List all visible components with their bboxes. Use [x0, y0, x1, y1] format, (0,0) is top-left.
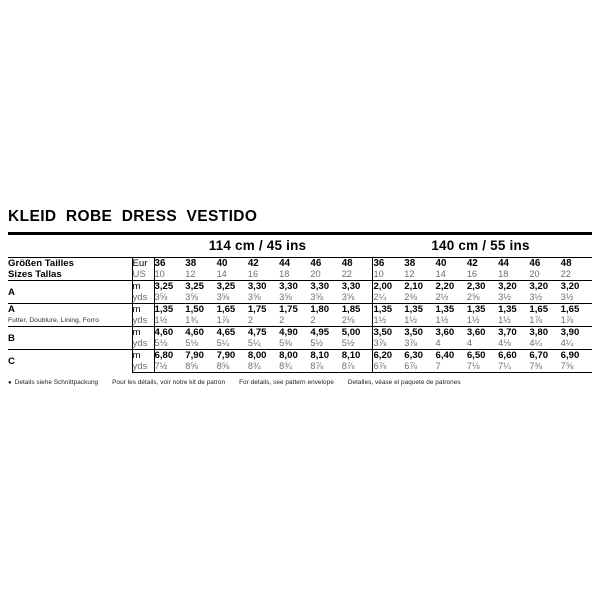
cell-m: 1,65	[529, 304, 560, 316]
fabric-width-140: 140 cm / 55 ins	[431, 238, 530, 254]
table-row	[8, 304, 592, 316]
requirements-panel	[8, 208, 592, 386]
cell-m: 6,90	[561, 350, 592, 362]
cell-yds: 8⅝	[217, 361, 248, 373]
row-label-text: B	[8, 332, 15, 344]
cell-yds: 14	[216, 269, 227, 280]
cell-yds: 8¾	[279, 361, 310, 373]
cell-yds: 4	[466, 338, 472, 349]
unit-eur: Eur	[132, 258, 154, 269]
cell-m: 1,35	[154, 304, 185, 316]
cell-yds: 20	[529, 269, 540, 280]
table-row	[8, 281, 592, 293]
cell-yds: 2⅝	[466, 292, 480, 303]
cell-m: 1,35	[498, 304, 529, 316]
cell-m: 1,65	[217, 304, 248, 316]
row-label-view-c-3	[8, 350, 132, 373]
size-label-de-fr: Größen Tailles	[8, 258, 74, 270]
cell-m: 3,25	[217, 281, 248, 293]
cell-m: 3,25	[185, 281, 216, 293]
cell-yds: 3⅝	[279, 292, 292, 303]
fabric-requirements-table	[8, 258, 592, 373]
cell-yds: 2⅛	[341, 315, 355, 326]
unit-meters: m	[132, 350, 154, 362]
row-label-text: A	[8, 286, 15, 298]
cell-yds: 1½	[154, 315, 185, 327]
cell-m: 1,75	[248, 304, 279, 316]
cell-m: 3,30	[342, 281, 373, 293]
cell-yds: 3⅝	[247, 292, 261, 303]
cell-m: 3,50	[404, 327, 435, 339]
cell-yds: 3½	[560, 292, 574, 303]
cell-yds: 18	[498, 269, 509, 280]
cell-yds: 2½	[435, 292, 449, 303]
cell-yds: 5½	[341, 338, 355, 349]
cell-m: 4,90	[279, 327, 310, 339]
cell-m: 6,60	[498, 350, 529, 362]
unit-yards: yds	[132, 361, 154, 373]
cell-m: 1,35	[373, 304, 404, 316]
footnote-en: For details, see pattern envelope	[239, 379, 334, 387]
cell-m: 3,20	[561, 281, 592, 293]
row-sublabel-text: Futter, Doublure, Lining, Forro	[8, 317, 100, 325]
cell-yds: 8¾	[248, 361, 279, 373]
cell-yds: 18	[279, 269, 290, 280]
cell-m: 38	[185, 258, 197, 270]
cell-m: 6,30	[404, 350, 435, 362]
cell-yds: 3½	[498, 292, 511, 303]
cell-m: 6,20	[373, 350, 404, 362]
cell-yds: 1⅞	[216, 315, 230, 326]
cell-yds: 2¼	[373, 292, 404, 304]
cell-yds: 2⅜	[404, 292, 418, 303]
cell-m: 4,75	[248, 327, 279, 339]
cell-yds: 8⅞	[342, 361, 373, 373]
cell-yds: 1½	[373, 315, 404, 327]
page-title: KLEID ROBE DRESS VESTIDO	[8, 208, 258, 225]
cell-m: 6,70	[529, 350, 560, 362]
cell-yds: 6⅞	[373, 361, 404, 373]
cell-m: 42	[247, 258, 259, 270]
cell-yds: 10	[373, 269, 404, 281]
footnote-fr: Pour les détails, voir notre kit de patron	[112, 379, 226, 387]
table-row-size-eur	[8, 258, 592, 269]
cell-yds: 7½	[154, 361, 185, 373]
cell-yds: 2	[247, 315, 253, 326]
cell-m: 3,50	[373, 327, 404, 339]
table-body	[8, 258, 592, 373]
cell-yds: 6⅞	[404, 361, 435, 373]
cell-yds: 16	[247, 269, 259, 280]
cell-m: 8,00	[279, 350, 310, 362]
cell-m: 8,00	[248, 350, 279, 362]
cell-m: 8,10	[342, 350, 373, 362]
cell-m: 7,90	[217, 350, 248, 362]
cell-yds: 1½	[466, 315, 480, 326]
cell-yds: 3⅝	[341, 292, 355, 303]
cell-yds: 16	[466, 269, 478, 280]
cell-m: 4,65	[217, 327, 248, 339]
cell-m: 2,30	[467, 281, 498, 293]
unit-us: US	[132, 269, 154, 281]
size-label-en-es: Sizes Tallas	[8, 269, 62, 281]
cell-m: 3,30	[279, 281, 310, 293]
cell-yds: 5¼	[247, 338, 261, 349]
cell-yds: 12	[404, 269, 415, 280]
cell-yds: 7¼	[498, 361, 529, 373]
cell-m: 2,00	[373, 281, 404, 293]
cell-yds: 14	[435, 269, 446, 280]
unit-yards: yds	[132, 292, 154, 304]
cell-m: 6,50	[467, 350, 498, 362]
cell-m: 44	[498, 258, 509, 270]
cell-m: 3,30	[310, 281, 341, 293]
cell-yds: 4	[435, 338, 441, 349]
cell-yds: 1½	[404, 315, 418, 326]
cell-m: 1,35	[404, 304, 435, 316]
cell-m: 3,70	[498, 327, 529, 339]
cell-m: 4,60	[154, 327, 185, 339]
cell-m: 2,10	[404, 281, 435, 293]
cell-m: 40	[216, 258, 228, 270]
cell-m: 1,65	[561, 304, 592, 316]
cell-m: 3,90	[561, 327, 592, 339]
row-label-view-b-2	[8, 327, 132, 350]
cell-yds: 1½	[498, 315, 511, 326]
cell-yds: 2	[310, 315, 316, 326]
cell-m: 3,25	[154, 281, 185, 293]
cell-yds: 5¼	[216, 338, 230, 349]
cell-m: 44	[279, 258, 291, 270]
cell-yds: 7⅝	[561, 361, 592, 373]
cell-m: 6,80	[154, 350, 185, 362]
cell-m: 3,30	[248, 281, 279, 293]
cell-m: 3,20	[529, 281, 560, 293]
cell-m: 42	[466, 258, 478, 270]
cell-yds: 3⅞	[404, 338, 418, 349]
cell-m: 3,60	[467, 327, 498, 339]
unit-yards: yds	[132, 338, 154, 350]
cell-m: 1,35	[467, 304, 498, 316]
footnote-de	[8, 379, 98, 386]
cell-m: 2,20	[436, 281, 467, 293]
cell-yds: 20	[310, 269, 321, 280]
unit-meters: m	[132, 304, 154, 316]
cell-yds: 22	[341, 269, 352, 280]
cell-yds: 7⅛	[467, 361, 498, 373]
fabric-width-114: 114 cm / 45 ins	[208, 238, 307, 254]
cell-m: 3,60	[436, 327, 467, 339]
cell-yds: 7	[436, 361, 467, 373]
cell-yds: 1¾	[185, 315, 199, 326]
cell-m: 38	[404, 258, 416, 270]
cell-m: 48	[341, 258, 353, 270]
cell-yds: 3⅝	[185, 292, 199, 303]
cell-m: 46	[310, 258, 322, 270]
table-row	[8, 350, 592, 362]
cell-yds: 8⅝	[185, 361, 216, 373]
row-label-text: C	[8, 355, 15, 367]
cell-yds: 8⅞	[310, 361, 341, 373]
cell-m: 1,85	[342, 304, 373, 316]
table-row	[8, 327, 592, 339]
cell-yds: 7⅜	[529, 361, 560, 373]
cell-m: 3,20	[498, 281, 529, 293]
cell-m: 36	[154, 258, 185, 269]
cell-yds: 22	[560, 269, 571, 280]
cell-yds: 3½	[529, 292, 543, 303]
cell-yds: 5½	[310, 338, 324, 349]
cell-yds: 1⅞	[560, 315, 574, 326]
unit-meters: m	[132, 327, 154, 339]
cell-m: 40	[435, 258, 447, 270]
footnote-es: Detalles, véase el paquete de patrones	[347, 379, 461, 387]
cell-yds: 4⅛	[498, 338, 511, 349]
fabric-width-header	[8, 235, 592, 257]
cell-yds: 12	[185, 269, 196, 280]
cell-m: 4,60	[185, 327, 216, 339]
cell-yds: 3⅞	[373, 338, 404, 350]
cell-yds: 4¼	[560, 338, 574, 349]
cell-yds: 3⅝	[216, 292, 230, 303]
cell-m: 6,40	[436, 350, 467, 362]
cell-yds: 5⅜	[279, 338, 292, 349]
cell-yds: 3⅝	[310, 292, 324, 303]
cell-m: 1,35	[436, 304, 467, 316]
bullet-icon: ●	[8, 380, 12, 387]
cell-yds: 2	[279, 315, 285, 326]
cell-yds: 5⅛	[185, 338, 199, 349]
cell-m: 1,50	[185, 304, 216, 316]
cell-yds: 4¼	[529, 338, 543, 349]
footnote	[8, 379, 592, 386]
cell-m: 36	[373, 258, 404, 269]
cell-m: 3,80	[529, 327, 560, 339]
cell-m: 7,90	[185, 350, 216, 362]
cell-m: 48	[560, 258, 572, 270]
size-row-label	[8, 258, 132, 281]
row-label-text: A	[8, 304, 15, 316]
cell-yds: 10	[154, 269, 185, 281]
cell-yds: 3⅝	[154, 292, 185, 304]
cell-yds: 1⅞	[529, 315, 543, 326]
cell-yds: 5⅛	[154, 338, 185, 350]
row-label-view-a-0	[8, 281, 132, 304]
cell-m: 8,10	[310, 350, 341, 362]
cell-m: 1,80	[310, 304, 341, 316]
unit-meters: m	[132, 281, 154, 293]
footnote-de-text: Details siehe Schnittpackung	[14, 379, 99, 387]
cell-m: 1,75	[279, 304, 310, 316]
row-label-view-a-1	[8, 304, 132, 327]
cell-yds: 1½	[435, 315, 449, 326]
cell-m: 4,95	[310, 327, 341, 339]
cell-m: 5,00	[342, 327, 373, 339]
cell-m: 46	[529, 258, 541, 270]
unit-yards: yds	[132, 315, 154, 327]
